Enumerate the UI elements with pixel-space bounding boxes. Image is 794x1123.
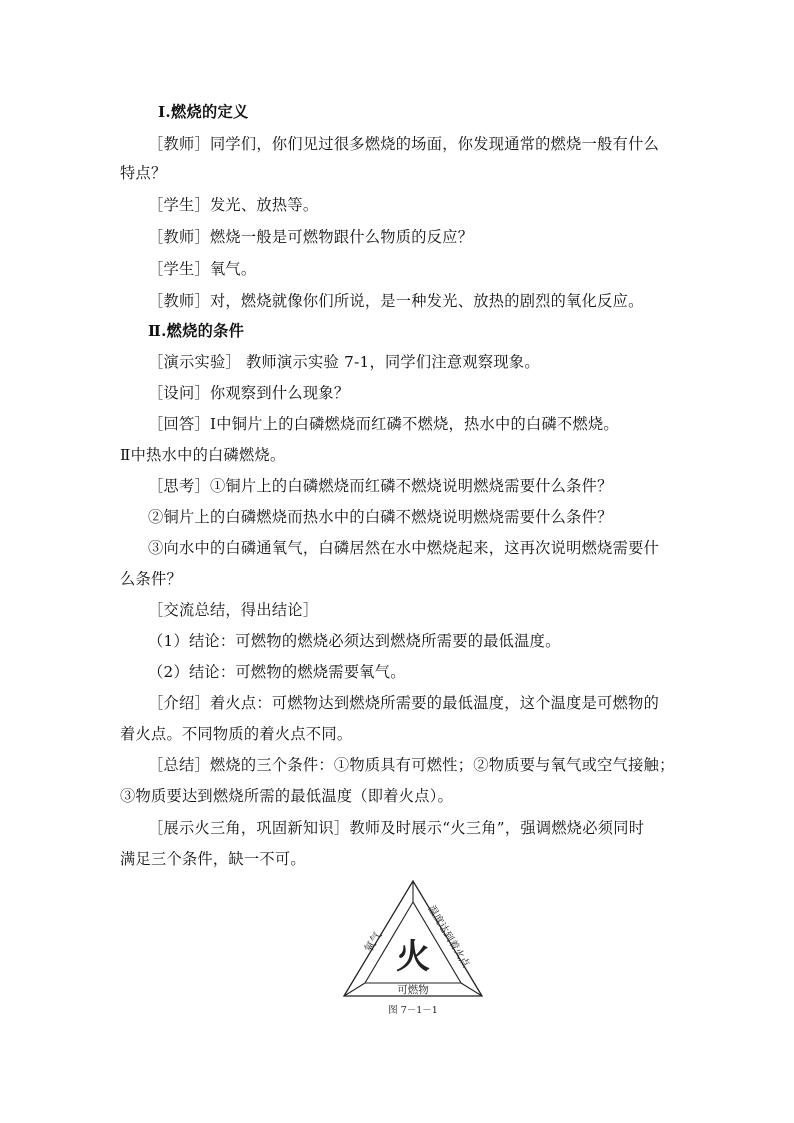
teacher-line-1: ［教师］同学们，你们见过很多燃烧的场面，你发现通常的燃烧一般有什么 xyxy=(148,135,660,153)
oxygen-label: 氧气 xyxy=(361,929,385,955)
fire-glyph: 火 xyxy=(396,937,430,977)
think-line-3: ③向水中的白磷通氧气，白磷居然在水中燃烧起来，这再次说明燃烧需要什 xyxy=(148,539,660,557)
conclusion-line-1: （1）结论：可燃物的燃烧必须达到燃烧所需要的最低温度。 xyxy=(148,632,561,650)
think-line-2: ②铜片上的白磷燃烧而热水中的白磷不燃烧说明燃烧需要什么条件？ xyxy=(148,508,613,526)
summary-line-cont: ③物质要达到燃烧所需的最低温度（即着火点）。 xyxy=(120,787,454,805)
question-line: ［设问］你观察到什么现象？ xyxy=(148,384,350,402)
section-heading-definition: Ⅰ.燃烧的定义 xyxy=(158,103,249,121)
fuel-label: 可燃物 xyxy=(397,984,429,996)
temperature-label: 温度达到着火点 xyxy=(425,903,471,970)
intro-line-cont: 着火点。不同物质的着火点不同。 xyxy=(120,725,353,743)
student-line-2: ［学生］氧气。 xyxy=(148,260,257,278)
teacher-line-2: ［教师］燃烧一般是可燃物跟什么物质的反应？ xyxy=(148,228,474,246)
show-line-cont: 满足三个条件，缺一不可。 xyxy=(120,850,306,868)
student-line-1: ［学生］发光、放热等。 xyxy=(148,196,319,214)
demo-line: ［演示实验］ 教师演示实验 7-1，同学们注意观察现象。 xyxy=(148,353,540,371)
conclusion-line-2: （2）结论：可燃物的燃烧需要氧气。 xyxy=(148,663,406,681)
think-line-1: ［思考］①铜片上的白磷燃烧而红磷不燃烧说明燃烧需要什么条件？ xyxy=(148,477,613,495)
fire-triangle-figure xyxy=(340,878,486,1018)
section-heading-conditions: Ⅱ.燃烧的条件 xyxy=(148,322,245,340)
teacher-line-3: ［教师］对，燃烧就像你们所说，是一种发光、放热的剧烈的氧化反应。 xyxy=(148,292,644,310)
answer-line: ［回答］Ⅰ中铜片上的白磷燃烧而红磷不燃烧，热水中的白磷不燃烧。 xyxy=(148,415,619,433)
figure-caption: 图 7－1－1 xyxy=(388,1005,438,1016)
summary-heading: ［交流总结，得出结论］ xyxy=(148,601,319,619)
intro-line: ［介绍］着火点：可燃物达到燃烧所需要的最低温度，这个温度是可燃物的 xyxy=(148,694,660,712)
answer-line-cont: Ⅱ中热水中的白磷燃烧。 xyxy=(120,446,286,464)
fire-triangle-svg xyxy=(340,878,486,1018)
show-line: ［展示火三角，巩固新知识］教师及时展示“火三角”，强调燃烧必须同时 xyxy=(148,819,645,837)
think-line-3-cont: 么条件？ xyxy=(120,570,182,588)
teacher-line-1-cont: 特点？ xyxy=(120,164,167,182)
summary-line: ［总结］燃烧的三个条件：①物质具有可燃性；②物质要与氧气或空气接触； xyxy=(148,756,675,774)
